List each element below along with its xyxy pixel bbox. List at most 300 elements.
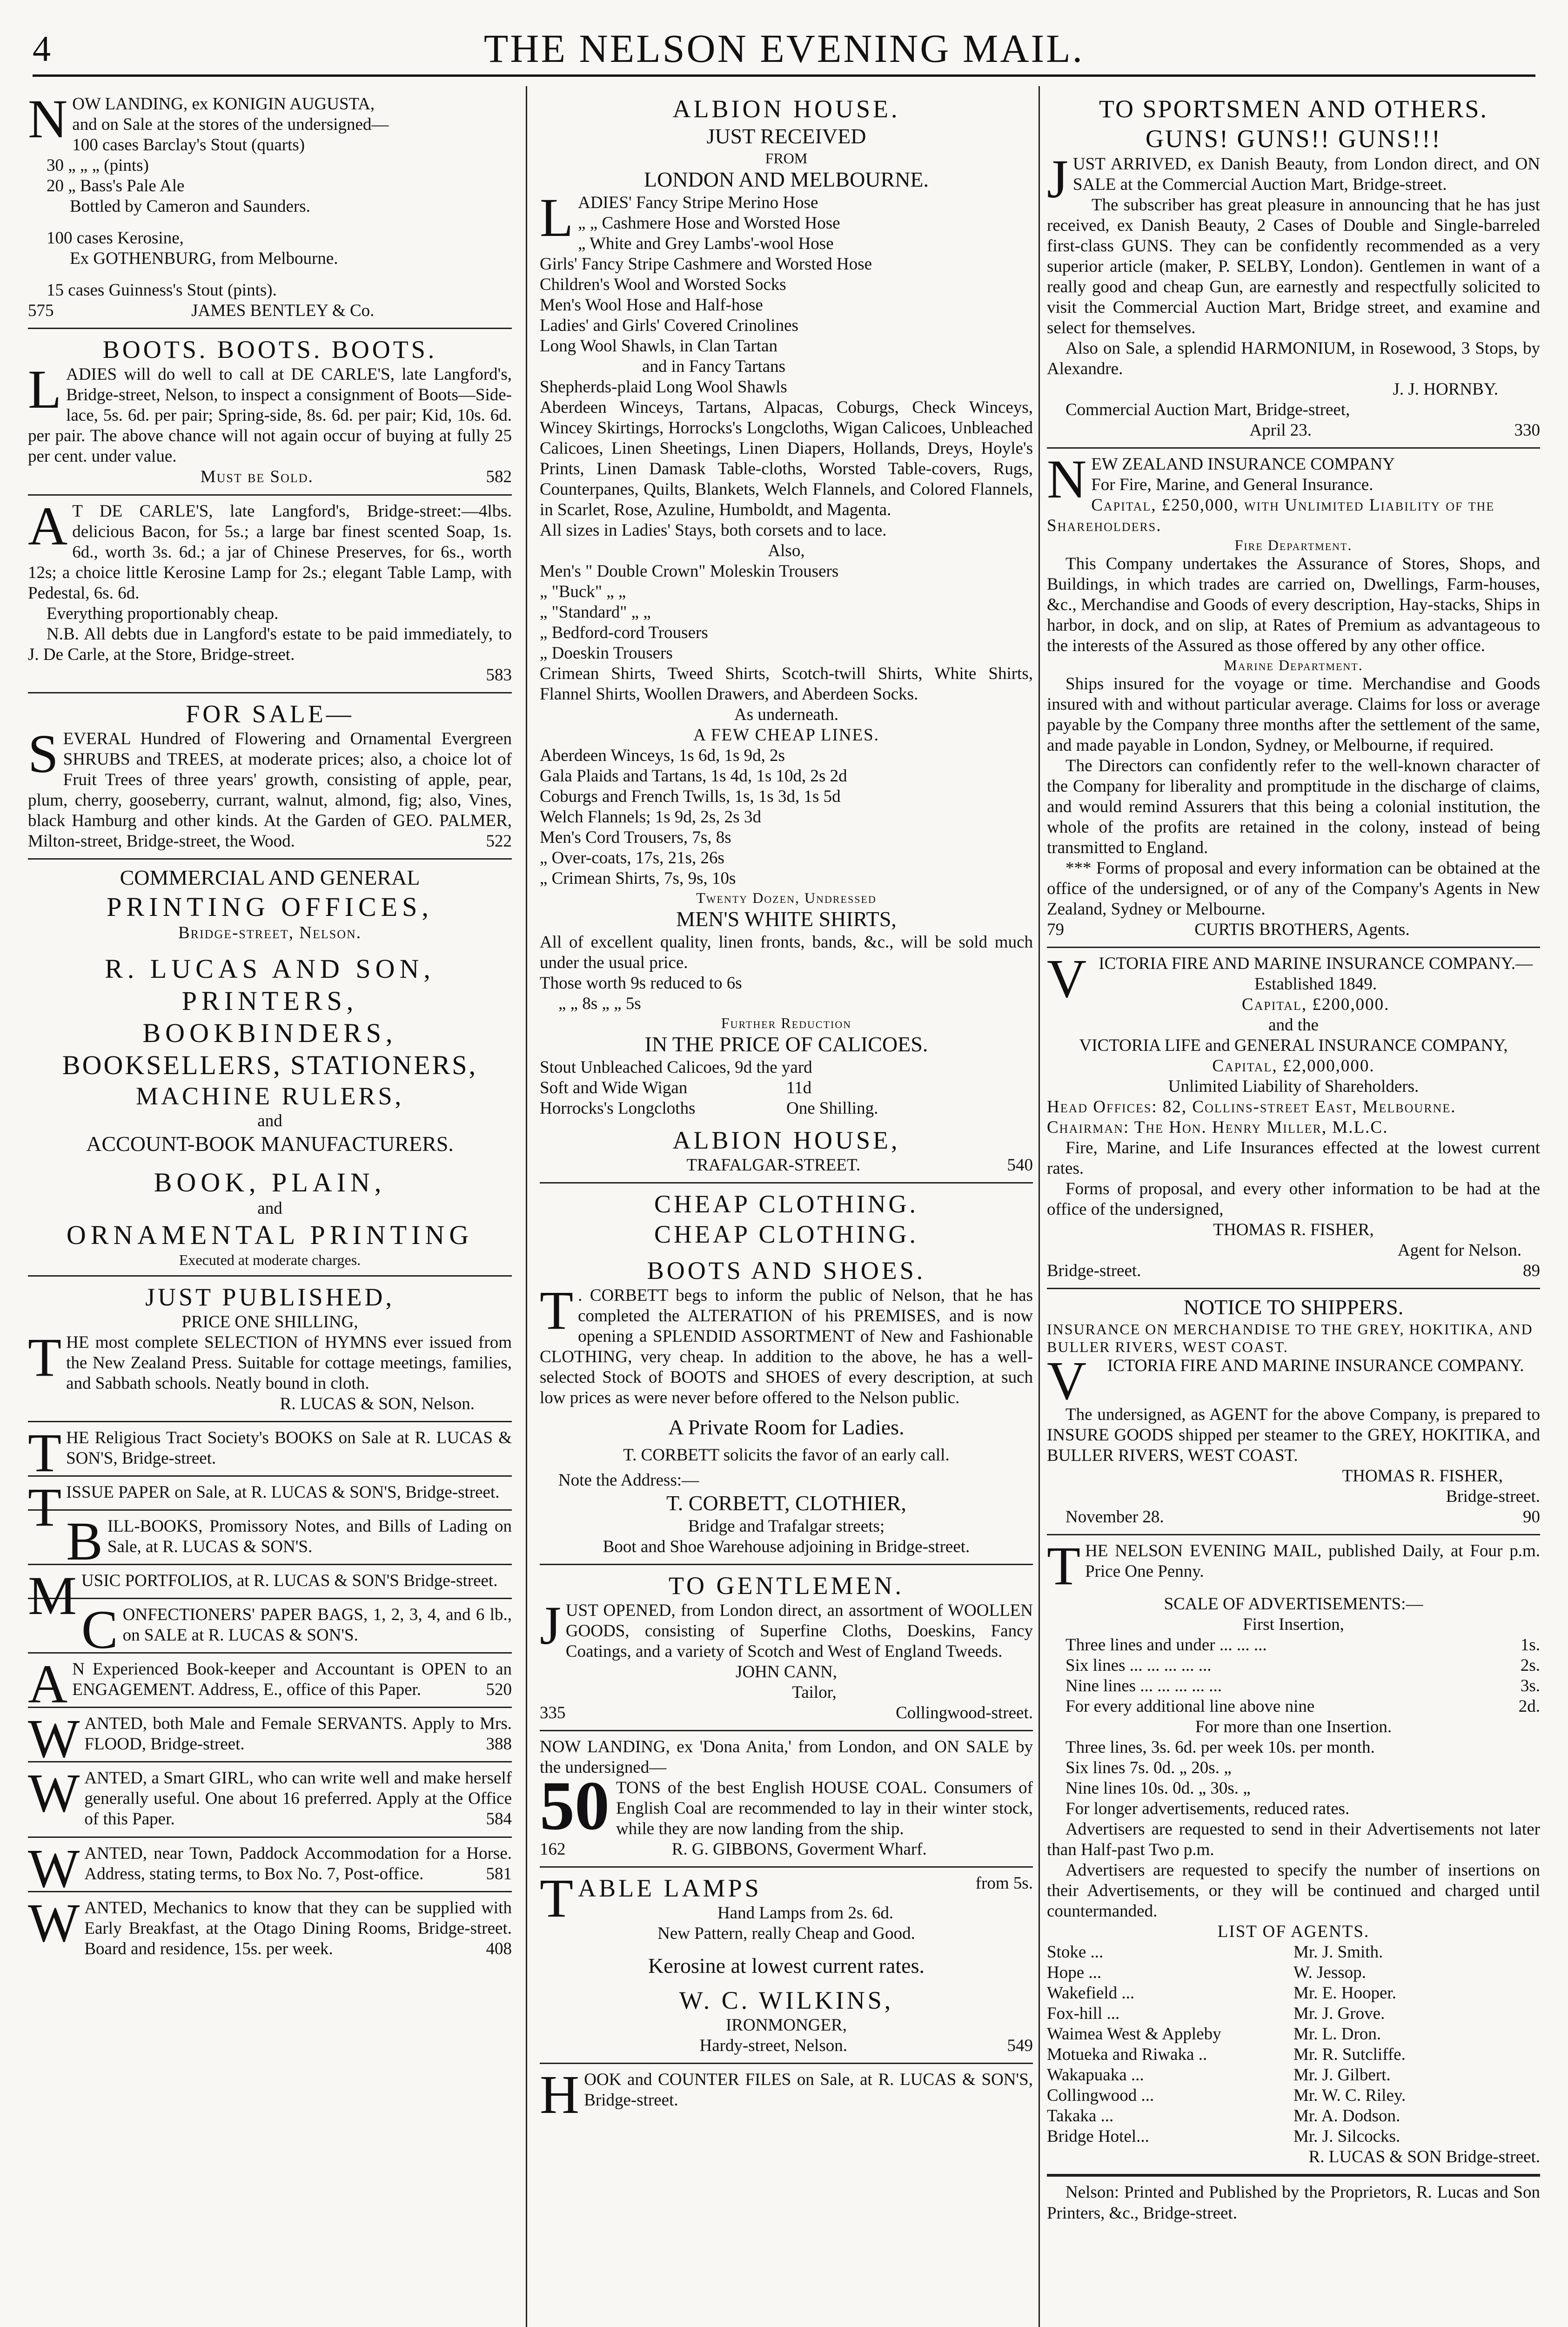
agent-place: Waimea West & Appleby bbox=[1047, 2024, 1221, 2044]
ad-number: 330 bbox=[1514, 420, 1540, 440]
ad-text: Also on Sale, a splendid HARMONIUM, in Rosewood, 3 Stops, by Alexandre. bbox=[1047, 338, 1540, 378]
ad-number: 162 bbox=[540, 1840, 566, 1859]
ad-title: TO SPORTSMEN AND OTHERS. bbox=[1099, 95, 1488, 123]
ad-tract-society bbox=[28, 1422, 512, 1484]
column-rule bbox=[1039, 86, 1040, 2327]
agent-place: Collingwood ... bbox=[1047, 2086, 1154, 2105]
ad-title: BOOTS. BOOTS. BOOTS. bbox=[102, 336, 437, 364]
drop-cap: N bbox=[28, 88, 68, 149]
ad-title: ALBION HOUSE. bbox=[672, 95, 900, 123]
ad-subtitle: LONDON AND MELBOURNE. bbox=[643, 168, 929, 192]
ad-victoria-insurance bbox=[1047, 948, 1540, 1289]
drop-cap: N bbox=[1047, 448, 1087, 510]
agent-place: Takaka ... bbox=[1047, 2106, 1114, 2126]
ad-number: 581 bbox=[486, 1864, 512, 1883]
ad-subtitle: Kerosine at lowest current rates. bbox=[648, 1954, 925, 1978]
ad-line: Three lines, 3s. 6d. per week 10s. per month. bbox=[1065, 1738, 1375, 1757]
agent-name: Mr. J. Grove. bbox=[1293, 2004, 1385, 2024]
ad-line: from 5s. bbox=[975, 1874, 1033, 1893]
agent-name: Mr. J. Smith. bbox=[1293, 1943, 1383, 1962]
ad-text: UST OPENED, from London direct, an assortment of WOOLLEN GOODS, consisting of Superfine Cloths, Doeskins, Fancy Coatings, and a variety of Scotch and West of England Tweeds. bbox=[565, 1601, 1033, 1661]
ad-number: 408 bbox=[486, 1939, 512, 1958]
ad-text: *** Forms of proposal and every information can be obtained at the office of the undersigned, or of any of the Company's Agents in New Zealand, Sydney or Melbourne. bbox=[1047, 859, 1540, 919]
ad-signature: R. G. GIBBONS, Goverment Wharf. bbox=[671, 1840, 927, 1859]
ad-footer bbox=[1047, 1507, 1540, 1527]
agent-place: Stoke ... bbox=[1047, 1943, 1104, 1962]
ad-line: Shepherds-plaid Long Wool Shawls bbox=[540, 377, 787, 397]
ad-title: BOOK, PLAIN, bbox=[154, 1167, 386, 1197]
rates-row bbox=[1047, 1696, 1540, 1717]
ad-line: TRAFALGAR-STREET. bbox=[686, 1156, 861, 1175]
ad-line: Welch Flannels; 1s 9d, 2s, 2s 3d bbox=[540, 807, 761, 827]
ad-to-gentlemen bbox=[540, 1565, 1033, 1731]
agent-row bbox=[1047, 2126, 1540, 2147]
drop-cap: W bbox=[28, 1837, 80, 1899]
rate-label: Six lines ... ... ... ... ... bbox=[1065, 1656, 1212, 1675]
ad-title: ALBION HOUSE, bbox=[672, 1126, 900, 1155]
ad-text: HE most complete SELECTION of HYMNS ever issued from the New Zealand Press. Suitable for cottage meetings, families, and Sabbath schools. Neatly bound in cloth. bbox=[66, 1333, 512, 1393]
ad-date: April 23. bbox=[1249, 420, 1312, 440]
ad-text: ADIES will do well to call at DE CARLE'S, late Langford's, Bridge-street, Nelson, to inspect a consignment of Boots—Side-lace, 5s. 6d. per pair; Spring-side, 8s. 6d. per pair; Kid, 10s. 6d. per pair. The above chance will not again occur of buying at fully 25 per cent. under value. bbox=[28, 365, 512, 466]
ad-line: and on Sale at the stores of the undersigned— bbox=[72, 115, 389, 135]
drop-cap: L bbox=[540, 187, 574, 248]
ad-subtitle: INSURANCE ON MERCHANDISE TO THE GREY, HOKITIKA, AND BULLER RIVERS, WEST COAST. bbox=[1047, 1321, 1533, 1356]
agent-row bbox=[1047, 1983, 1540, 2004]
ad-text: ONFECTIONERS' PAPER BAGS, 1, 2, 3, 4, and 6 lb., on SALE at R. LUCAS & SON'S. bbox=[122, 1605, 512, 1645]
ad-line: First Insertion, bbox=[1243, 1615, 1344, 1634]
agent-row bbox=[1047, 1942, 1540, 1963]
price-row bbox=[540, 1078, 1033, 1098]
drop-cap: W bbox=[28, 1762, 80, 1824]
ad-line: OW LANDING, ex KONIGIN AUGUSTA, bbox=[72, 94, 375, 114]
ad-line: 15 cases Guinness's Stout (pints). bbox=[47, 281, 277, 300]
ad-title: BOOKSELLERS, STATIONERS, bbox=[62, 1049, 478, 1080]
ad-title: PRINTERS, bbox=[181, 985, 358, 1016]
ad-line: „ „ 8s „ „ 5s bbox=[558, 994, 641, 1014]
ad-for-sale bbox=[28, 693, 512, 860]
drop-cap: B bbox=[66, 1511, 103, 1572]
ad-number: 79 bbox=[1047, 920, 1064, 940]
ad-signature: JOHN CANN, bbox=[736, 1662, 837, 1681]
ad-number: 89 bbox=[1523, 1261, 1540, 1281]
ad-line: Head Offices: 82, Collins-street East, Melbourne. bbox=[1047, 1097, 1456, 1117]
ad-text: ISSUE PAPER on Sale, at R. LUCAS & SON'S, Bridge-street. bbox=[66, 1483, 500, 1502]
ad-footer bbox=[540, 1839, 1033, 1860]
ad-text: The undersigned, as AGENT for the above Company, is prepared to INSURE GOODS shipped per steamer to the GREY, HOKITIKA, and BULLER RIVERS, WEST COAST. bbox=[1047, 1405, 1540, 1465]
ad-signature: J. J. HORNBY. bbox=[1393, 379, 1498, 399]
drop-cap: T bbox=[28, 1422, 62, 1484]
drop-cap: T bbox=[28, 1477, 62, 1538]
rates-row bbox=[1047, 1655, 1540, 1676]
ad-subtitle: IN THE PRICE OF CALICOES. bbox=[644, 1032, 928, 1056]
agent-row bbox=[1047, 2106, 1540, 2126]
ad-text: USIC PORTFOLIOS, at R. LUCAS & SON'S Bridge-street. bbox=[81, 1571, 498, 1591]
ad-line: New Pattern, really Cheap and Good. bbox=[657, 1924, 915, 1944]
ad-text: HE NELSON EVENING MAIL, published Daily, at Four p.m. Price One Penny. bbox=[1085, 1541, 1540, 1581]
imprint-text: Nelson: Printed and Published by the Proprietors, R. Lucas and Son Printers, &c., Bridge-street. bbox=[1047, 2183, 1540, 2223]
ad-title: MACHINE RULERS, bbox=[135, 1082, 404, 1110]
agent-row bbox=[1047, 2045, 1540, 2065]
ad-line: Bridge-street, Nelson. bbox=[178, 923, 362, 942]
ad-title: CHEAP CLOTHING. bbox=[654, 1220, 918, 1248]
ad-title: ICTORIA FIRE AND MARINE INSURANCE COMPANY. bbox=[1107, 1356, 1524, 1376]
ad-title: ACCOUNT-BOOK MANUFACTURERS. bbox=[86, 1132, 454, 1156]
ad-line: Six lines 7s. 0d. „ 20s. „ bbox=[1065, 1758, 1232, 1778]
ad-line: As underneath. bbox=[734, 705, 838, 725]
agent-row bbox=[1047, 2065, 1540, 2085]
ad-line: Tailor, bbox=[792, 1683, 837, 1702]
column-rule bbox=[526, 86, 527, 2327]
ad-text: Crimean Shirts, Tweed Shirts, Scotch-twill Shirts, White Shirts, Flannel Shirts, Woollen Drawers, and Aberdeen Socks. bbox=[540, 664, 1033, 704]
agent-place: Wakefield ... bbox=[1047, 1984, 1135, 2003]
ad-signature: CURTIS BROTHERS, Agents. bbox=[1194, 920, 1410, 940]
page-number: 4 bbox=[33, 28, 51, 69]
rate-label: Nine lines ... ... ... ... ... bbox=[1065, 1676, 1222, 1696]
agent-name: Mr. W. C. Riley. bbox=[1293, 2086, 1406, 2105]
agent-name: Mr. J. Gilbert. bbox=[1293, 2065, 1391, 2085]
drop-cap: T bbox=[1047, 1535, 1081, 1596]
ad-line: and in Fancy Tartans bbox=[642, 356, 786, 376]
ad-text: N Experienced Book-keeper and Accountant is OPEN to an ENGAGEMENT. Address, E., office of this Paper. bbox=[72, 1660, 512, 1700]
ad-title: CHEAP CLOTHING. bbox=[654, 1190, 918, 1218]
agent-place: Fox-hill ... bbox=[1047, 2004, 1120, 2024]
ad-stout-landing bbox=[28, 88, 512, 329]
ad-line: Those worth 9s reduced to 6s bbox=[540, 974, 742, 993]
drop-cap: W bbox=[28, 1708, 80, 1769]
ad-evening-mail-rates bbox=[1047, 1535, 1540, 2176]
ad-title: ICTORIA FIRE AND MARINE INSURANCE COMPANY.—Established 1849. bbox=[1099, 954, 1533, 994]
ad-title: EW ZEALAND INSURANCE COMPANY bbox=[1091, 454, 1395, 474]
ad-line: T. CORBETT solicits the favor of an early call. bbox=[623, 1445, 950, 1465]
ad-line: Agent for Nelson. bbox=[1397, 1241, 1521, 1260]
drop-cap: A bbox=[28, 495, 68, 557]
ad-text: HE Religious Tract Society's BOOKS on Sale at R. LUCAS & SON'S, Bridge-street. bbox=[66, 1428, 512, 1468]
ad-number: 388 bbox=[486, 1735, 512, 1754]
ad-line: 11d bbox=[786, 1078, 812, 1098]
ad-line: „ „ Cashmere Hose and Worsted Hose bbox=[578, 213, 840, 233]
ad-signature: THOMAS R. FISHER, bbox=[1342, 1466, 1503, 1486]
ad-line: „ White and Grey Lambs'-wool Hose bbox=[578, 234, 834, 253]
drop-cap: H bbox=[540, 2064, 580, 2125]
agent-place: Motueka and Riwaka .. bbox=[1047, 2045, 1207, 2065]
ad-signature: R. LUCAS & SON, Nelson. bbox=[280, 1394, 475, 1414]
ad-line: Hardy-street, Nelson. bbox=[699, 2036, 847, 2056]
masthead: THE NELSON EVENING MAIL. bbox=[483, 26, 1085, 71]
agent-name: Mr. L. Dron. bbox=[1293, 2024, 1381, 2044]
ad-line: Coburgs and French Twills, 1s, 1s 3d, 1s 5d bbox=[540, 787, 841, 807]
ad-number: 90 bbox=[1523, 1507, 1540, 1527]
drop-cap: W bbox=[28, 1892, 80, 1953]
ad-number: 335 bbox=[540, 1703, 566, 1723]
ad-date: November 28. bbox=[1065, 1507, 1164, 1527]
ad-line: Note the Address:— bbox=[558, 1470, 699, 1490]
ad-text: T DE CARLE'S, late Langford's, Bridge-street:—4lbs. delicious Bacon, for 5s.; a large bar finest scented Soap, 1s. 6d., worth 3s. 6d.; a jar of Chinese Preserves, for 6s., worth 12s; a choice little Kerosine Lamp for 2s.; elegant Table Lamp, with Pedestal, 6s. 6d. bbox=[28, 501, 512, 603]
column-1 bbox=[28, 88, 512, 2327]
ad-footer bbox=[1047, 1261, 1540, 1281]
drop-cap: M bbox=[28, 1565, 77, 1627]
ad-subtitle: T. CORBETT, CLOTHIER, bbox=[666, 1491, 906, 1515]
ad-albion-house bbox=[540, 88, 1033, 1184]
agent-place: Hope ... bbox=[1047, 1963, 1102, 1983]
ad-title: TO GENTLEMEN. bbox=[669, 1571, 904, 1600]
agent-row bbox=[1047, 2085, 1540, 2106]
ad-subtitle: SCALE OF ADVERTISEMENTS:— bbox=[1164, 1594, 1423, 1614]
ad-text: Fire, Marine, and Life Insurances effected at the lowest current rates. bbox=[1047, 1138, 1540, 1178]
drop-cap: A bbox=[28, 1654, 68, 1715]
ad-line: 30 „ „ „ (pints) bbox=[47, 156, 149, 175]
ad-line: For more than one Insertion. bbox=[1195, 1717, 1392, 1737]
ad-title: FOR SALE— bbox=[186, 699, 354, 728]
ad-text: The Directors can confidently refer to the well-known character of the Company for liberality and promptitude in the discharge of claims, and would remind Assurers that this being a colonial institution, the whole of the profits are retained in the colony, instead of being transmitted to England. bbox=[1047, 756, 1540, 858]
ad-footer bbox=[28, 301, 512, 321]
ad-line: Girls' Fancy Stripe Cashmere and Worsted Hose bbox=[540, 254, 872, 274]
ad-line: Men's " Double Crown" Moleskin Trousers bbox=[540, 562, 839, 581]
ad-signature: JAMES BENTLEY & Co. bbox=[191, 301, 375, 321]
ad-table-lamps bbox=[540, 1868, 1033, 2064]
drop-cap: T bbox=[540, 1280, 574, 1341]
ad-servants bbox=[28, 1708, 512, 1769]
ad-text: Ships insured for the voyage or time. Merchandise and Goods insured with and without particular average. Claims for loss or average payable by the Company three months after the settlement of the same, and made payable in London, Sydney, or Melbourne, if required. bbox=[1047, 674, 1540, 755]
rates-row bbox=[1047, 1635, 1540, 1655]
ad-text: ANTED, a Smart GIRL, who can write well and make herself generally useful. One about 16 preferred. Apply at the Office of this Paper. bbox=[84, 1769, 512, 1829]
ad-signature: R. LUCAS & SON Bridge-street. bbox=[1308, 2147, 1540, 2167]
ad-line: Unlimited Liability of Shareholders. bbox=[1168, 1077, 1419, 1096]
ad-subtitle: A FEW CHEAP LINES. bbox=[693, 726, 879, 745]
ad-subtitle: A Private Room for Ladies. bbox=[668, 1415, 905, 1439]
ad-line: Bridge and Trafalgar streets; bbox=[688, 1516, 885, 1536]
agent-row bbox=[1047, 2004, 1540, 2024]
ad-line: Nine lines 10s. 0d. „ 30s. „ bbox=[1065, 1779, 1251, 1798]
agent-place: Bridge Hotel... bbox=[1047, 2127, 1149, 2146]
drop-cap: S bbox=[28, 723, 59, 784]
drop-cap: L bbox=[28, 359, 62, 420]
ad-text: The subscriber has great pleasure in announcing that he has just received, ex Danish Beauty, 2 Cases of Double and Single-barreled first-class GUNS. They can be confidently recommended as a very superior article (maker, P. SELBY, London). Gentlemen in want of a really good and cheap Gun, are earnestly and respectfully solicited to visit the Commercial Auction Mart, Bridge street, and examine and select for themselves. bbox=[1047, 195, 1540, 337]
ad-line: and bbox=[257, 1111, 282, 1131]
ad-title: VICTORIA LIFE and GENERAL INSURANCE COMPANY, bbox=[1079, 1036, 1508, 1056]
ad-nz-insurance bbox=[1047, 449, 1540, 948]
ad-number: 583 bbox=[486, 665, 512, 685]
ad-text: . CORBETT begs to inform the public of Nelson, that he has completed the ALTERATION of his PREMISES, and is now opening a SPLENDID ASSORTMENT of New and Fashionable CLOTHING, very cheap. In addition to the above, he has a well-selected Stock of BOOTS and SHOES of every description, at such low prices as were never before offered to the Nelson public. bbox=[540, 1286, 1033, 1408]
drop-cap: 50 bbox=[540, 1767, 610, 1845]
rates-row bbox=[1047, 1676, 1540, 1696]
ad-line: 20 „ Bass's Pale Ale bbox=[47, 176, 185, 196]
ad-line: Children's Wool and Worsted Socks bbox=[540, 275, 786, 294]
ad-line: Also, bbox=[768, 541, 805, 561]
drop-cap: J bbox=[540, 1594, 561, 1656]
ad-title: PRINTING OFFICES, bbox=[107, 891, 433, 922]
ad-hymns bbox=[28, 1277, 512, 1422]
imprint bbox=[1047, 2175, 1540, 2230]
ad-line: Boot and Shoe Warehouse adjoining in Bridge-street. bbox=[603, 1537, 970, 1556]
ad-line: Bottled by Cameron and Saunders. bbox=[70, 197, 310, 216]
rate-value: 1s. bbox=[1520, 1635, 1540, 1655]
ad-footer bbox=[1047, 920, 1540, 940]
ad-line: Commercial Auction Mart, Bridge-street, bbox=[1065, 400, 1350, 419]
ad-line: Ex GOTHENBURG, from Melbourne. bbox=[70, 249, 338, 269]
ad-text: Aberdeen Winceys, Tartans, Alpacas, Coburgs, Check Winceys, Wincey Skirtings, Horrocks's Longcloths, Wigan Calicoes, Unbleached Calicoes, Linen Sheetings, Linen Diapers, Hollands, Dreys, Hoyle's Prints, Linen Damask Table-cloths, Worsted Table-covers, Rugs, Counterpanes, Quilts, Blankets, Welch Flannels, and Colored Flannels, in Scarlet, Rose, Azuline, Humboldt, and Magenta. bbox=[540, 397, 1033, 520]
ad-text: ANTED, Mechanics to know that they can be supplied with Early Breakfast, at the Otago Dining Rooms, Bridge-street. Board and residence, 15s. per week. bbox=[84, 1898, 512, 1958]
ad-text: ILL-BOOKS, Promissory Notes, and Bills of Lading on Sale, at R. LUCAS & SON'S. bbox=[107, 1517, 512, 1557]
ad-guns bbox=[1047, 88, 1540, 449]
ad-line: 100 cases Kerosine, bbox=[47, 229, 184, 248]
ad-printing-offices bbox=[28, 860, 512, 1277]
ad-number: 540 bbox=[1007, 1156, 1033, 1175]
ad-subtitle: JUST RECEIVED bbox=[706, 124, 866, 148]
ad-text: EVERAL Hundred of Flowering and Ornamental Evergreen SHRUBS and TREES, at moderate prices; also, a choice lot of Fruit Trees of three years' growth, consisting of apple, pear, plum, cherry, gooseberry, currant, walnut, almond, fig; also, Vines, black Hamburg and other kinds. At the Garden of GEO. PALMER, Milton-street, Bridge-street, the Wood. bbox=[28, 729, 512, 851]
ad-text: All of excellent quality, linen fronts, bands, &c., will be sold much under the usual price. bbox=[540, 933, 1033, 973]
drop-cap: T bbox=[28, 1327, 62, 1388]
ad-line: One Shilling. bbox=[786, 1099, 878, 1118]
ad-line: Horrocks's Longcloths bbox=[540, 1099, 696, 1118]
ad-title: W. C. WILKINS, bbox=[679, 1986, 894, 2015]
ad-line: Bridge-street. bbox=[1047, 1261, 1141, 1281]
ad-line: „ Bedford-cord Trousers bbox=[540, 623, 708, 643]
drop-cap: C bbox=[81, 1599, 118, 1661]
ad-number: 549 bbox=[1007, 2036, 1033, 2056]
column-3 bbox=[1047, 88, 1540, 2327]
ad-line: „ Doeskin Trousers bbox=[540, 644, 673, 663]
ad-line: Twenty Dozen, Undressed bbox=[696, 889, 877, 907]
agent-row bbox=[1047, 1963, 1540, 1983]
ad-number: 520 bbox=[486, 1680, 512, 1700]
ad-line: IRONMONGER, bbox=[725, 2016, 847, 2035]
ad-line: „ "Standard" „ „ bbox=[540, 603, 651, 622]
ad-text: TONS of the best English HOUSE COAL. Consumers of English Coal are recommended to lay in their winter stock, while they are now landing from the ship. bbox=[616, 1778, 1033, 1839]
ad-line: 100 cases Barclay's Stout (quarts) bbox=[72, 135, 305, 155]
agent-name: Mr. R. Sutcliffe. bbox=[1293, 2045, 1406, 2065]
ad-de-carle bbox=[28, 496, 512, 693]
ad-text: ANTED, both Male and Female SERVANTS. Apply to Mrs. FLOOD, Bridge-street. bbox=[84, 1714, 512, 1754]
ad-title: R. LUCAS AND SON, bbox=[105, 953, 435, 984]
ad-line: Everything proportionably cheap. bbox=[47, 604, 279, 623]
ad-note: Must be Sold. bbox=[200, 467, 314, 487]
ad-line: Aberdeen Winceys, 1s 6d, 1s 9d, 2s bbox=[540, 746, 785, 766]
ad-title: ABLE LAMPS bbox=[578, 1874, 762, 1903]
ad-text: OOK and COUNTER FILES on Sale, at R. LUCAS & SON'S, Bridge-street. bbox=[584, 2070, 1033, 2110]
ad-line: Capital, £250,000, with Unlimited Liability of the Shareholders. bbox=[1047, 495, 1495, 535]
ad-line: FROM bbox=[765, 149, 808, 167]
rate-label: For every additional line above nine bbox=[1065, 1697, 1315, 1716]
ad-line: Gala Plaids and Tartans, 1s 4d, 1s 10d, 2s 2d bbox=[540, 767, 847, 786]
ad-title: JUST PUBLISHED, bbox=[145, 1283, 395, 1311]
ad-hook-files bbox=[540, 2064, 1033, 2125]
drop-cap: J bbox=[1047, 148, 1068, 209]
ad-line: Bridge-street. bbox=[1446, 1486, 1540, 1506]
ad-footer bbox=[1047, 420, 1540, 441]
ad-line: Ladies' and Girls' Covered Crinolines bbox=[540, 316, 798, 335]
ad-title: NOTICE TO SHIPPERS. bbox=[1183, 1295, 1404, 1319]
column-2 bbox=[540, 88, 1033, 2327]
agent-name: Mr. E. Hooper. bbox=[1293, 1984, 1396, 2003]
ad-line: Soft and Wide Wigan bbox=[540, 1078, 688, 1098]
ad-line: „ Over-coats, 17s, 21s, 26s bbox=[540, 848, 724, 868]
rate-label: Three lines and under ... ... ... bbox=[1065, 1635, 1267, 1655]
ad-mechanics bbox=[28, 1892, 512, 1966]
agent-name: W. Jessop. bbox=[1293, 1963, 1366, 1983]
ad-text: Advertisers are requested to specify the number of insertions on their Advertisements, or they will be continued and charged until countermanded. bbox=[1047, 1861, 1540, 1921]
ad-cheap-clothing bbox=[540, 1184, 1033, 1565]
agent-row bbox=[1047, 2024, 1540, 2045]
ad-line: Men's Cord Trousers, 7s, 8s bbox=[540, 828, 731, 847]
ad-line bbox=[578, 1873, 1033, 1903]
ad-line: „ "Buck" „ „ bbox=[540, 582, 626, 602]
ad-title: ORNAMENTAL PRINTING bbox=[66, 1219, 474, 1250]
ad-text: N.B. All debts due in Langford's estate to be paid immediately, to J. De Carle, at the Store, Bridge-street. bbox=[28, 624, 512, 664]
ad-line: Capital, £2,000,000. bbox=[1212, 1056, 1375, 1076]
drop-cap: V bbox=[1047, 1350, 1087, 1412]
agent-name: Mr. J. Silcocks. bbox=[1293, 2127, 1400, 2146]
ad-line: Chairman: The Hon. Henry Miller, M.L.C. bbox=[1047, 1118, 1388, 1137]
ad-line: Men's Wool Hose and Half-hose bbox=[540, 295, 763, 315]
ad-subtitle: Fire Department. bbox=[1234, 536, 1353, 553]
ad-title: BOOTS AND SHOES. bbox=[647, 1256, 926, 1285]
ad-line: Stout Unbleached Calicoes, 9d the yard bbox=[540, 1058, 812, 1077]
ad-smart-girl bbox=[28, 1762, 512, 1837]
ad-line: All sizes in Ladies' Stays, both corsets and to lace. bbox=[540, 521, 887, 540]
ad-line: Hand Lamps from 2s. 6d. bbox=[717, 1903, 894, 1923]
ad-text: UST ARRIVED, ex Danish Beauty, from London direct, and ON SALE at the Commercial Auction Mart, Bridge-street. bbox=[1072, 154, 1540, 194]
ad-line: For Fire, Marine, and General Insurance. bbox=[1091, 475, 1374, 494]
ad-notice-shippers bbox=[1047, 1289, 1540, 1535]
ad-subtitle: Marine Department. bbox=[1224, 656, 1363, 673]
ad-line: PRICE ONE SHILLING, bbox=[181, 1312, 358, 1332]
ad-paddock bbox=[28, 1837, 512, 1899]
ad-number: 582 bbox=[486, 467, 512, 487]
ad-line: Long Wool Shawls, in Clan Tartan bbox=[540, 336, 778, 356]
ad-subtitle: MEN'S WHITE SHIRTS, bbox=[676, 907, 897, 931]
rate-value: 3s. bbox=[1520, 1676, 1540, 1696]
ad-title: BOOKBINDERS, bbox=[142, 1017, 397, 1048]
ad-footer bbox=[540, 1703, 1033, 1723]
ad-book-keeper bbox=[28, 1654, 512, 1715]
rate-value: 2d. bbox=[1518, 1697, 1540, 1716]
ad-subtitle: GUNS! GUNS!! GUNS!!! bbox=[1146, 125, 1441, 153]
ad-line: and the bbox=[1268, 1016, 1319, 1035]
ad-paper-bags bbox=[28, 1599, 512, 1661]
ad-footer bbox=[540, 2036, 1033, 2056]
ad-footer bbox=[28, 467, 512, 487]
ad-line: ADIES' Fancy Stripe Merino Hose bbox=[578, 193, 818, 212]
ad-line: Further Reduction bbox=[721, 1015, 852, 1032]
ad-bill-books bbox=[28, 1511, 512, 1572]
rate-value: 2s. bbox=[1520, 1656, 1540, 1675]
ad-footer bbox=[540, 1155, 1033, 1176]
ad-number: 584 bbox=[486, 1809, 512, 1829]
ad-text: ANTED, near Town, Paddock Accommodation for a Horse. Address, stating terms, to Box No. 7, Post-office. bbox=[84, 1843, 512, 1883]
ad-line: For longer advertisements, reduced rates. bbox=[1065, 1799, 1350, 1819]
ad-text: This Company undertakes the Assurance of Stores, Shops, and Buildings, in which trades are carried on, Dwellings, Farm-houses, &c., Merchandise and Goods of every description, Hay-stacks, Ships in harbor, in dock, and on slip, at Rates of Premium as advantageous to the interests of the Assured as those offered by any other office. bbox=[1047, 554, 1540, 655]
drop-cap: V bbox=[1047, 948, 1087, 1009]
ad-house-coal bbox=[540, 1731, 1033, 1868]
ad-boots bbox=[28, 329, 512, 495]
ad-text: NOW LANDING, ex 'Dona Anita,' from London, and ON SALE by the undersigned— bbox=[540, 1737, 1033, 1777]
ad-line: Collingwood-street. bbox=[896, 1703, 1033, 1723]
price-row bbox=[540, 1098, 1033, 1119]
ad-signature: THOMAS R. FISHER, bbox=[1213, 1220, 1374, 1240]
ad-line: Capital, £200,000. bbox=[1241, 995, 1390, 1015]
ad-title: COMMERCIAL AND GENERAL bbox=[120, 865, 420, 889]
drop-cap: T bbox=[540, 1868, 574, 1929]
agent-place: Wakapuaka ... bbox=[1047, 2065, 1144, 2085]
ad-line: Executed at moderate charges. bbox=[179, 1251, 361, 1268]
ad-subtitle: LIST OF AGENTS. bbox=[1217, 1922, 1370, 1942]
ad-line: „ Crimean Shirts, 7s, 9s, 10s bbox=[540, 869, 736, 888]
ad-number: 575 bbox=[28, 301, 54, 321]
ad-text: Advertisers are requested to send in their Advertisements not later than Half-past Two p.m. bbox=[1047, 1820, 1540, 1860]
ad-text: Forms of proposal, and every other information to be had at the office of the undersigned, bbox=[1047, 1179, 1540, 1219]
page-header bbox=[33, 14, 1535, 77]
agent-name: Mr. A. Dodson. bbox=[1293, 2106, 1400, 2126]
